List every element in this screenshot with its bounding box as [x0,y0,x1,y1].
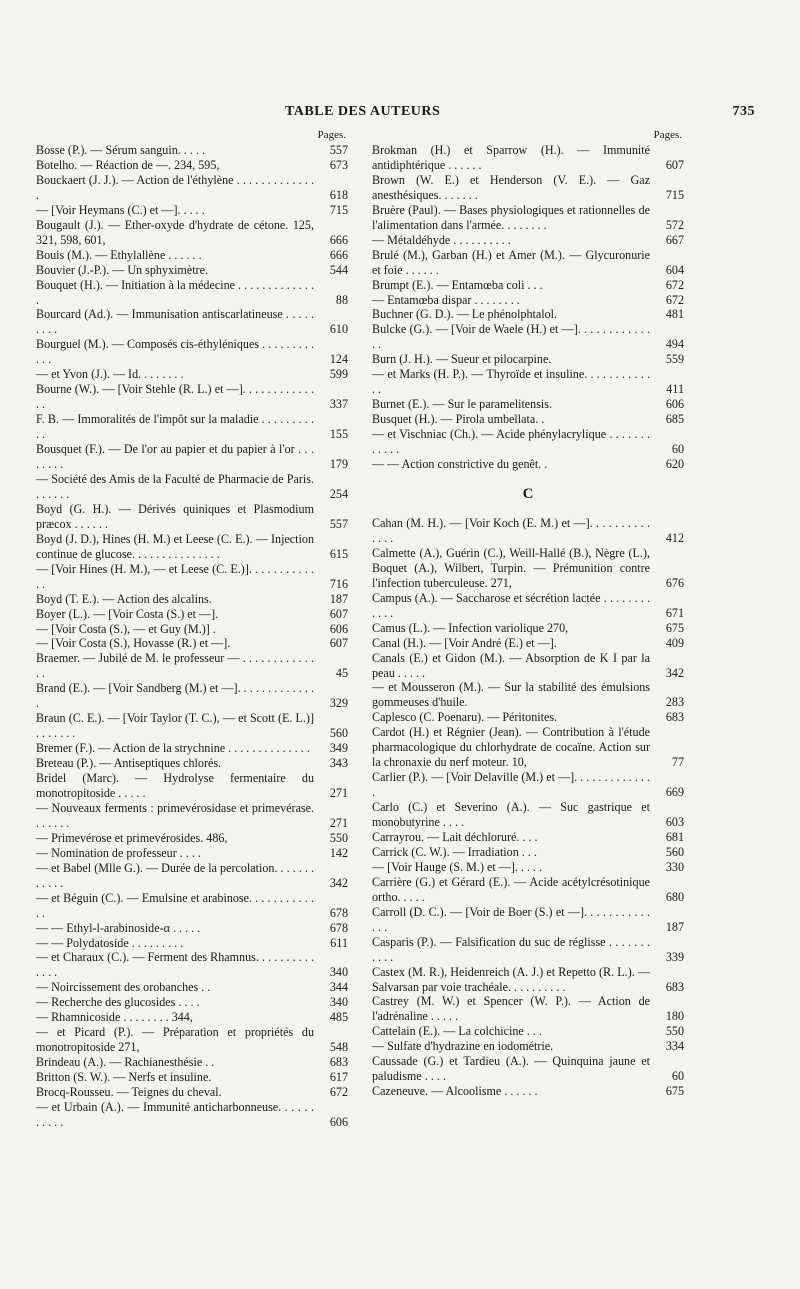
entry-page-number: 620 [665,457,684,472]
index-entry [372,412,684,427]
index-entry [372,994,684,1024]
entry-text: Casparis (P.). — Falsification du suc de réglisse . . . . . . . . . . . [372,934,650,964]
index-entry [372,203,684,233]
entry-text: Brulé (M.), Garban (H.) et Amer (M.). — Glycuronurie et foie . . . . . . [372,247,650,277]
entry-text: — et Vischniac (Ch.). — Acide phénylacrylique . . . . . . . . . . . . [372,427,650,457]
entry-page-number: 494 [665,337,684,352]
entry-page-number: 607 [329,636,348,651]
index-entry [36,532,348,562]
section-letter: C [522,485,534,502]
entry-page-number: 671 [665,605,684,620]
index-entry [36,502,348,532]
entry-page-number: 675 [665,620,684,635]
entry-page-number: 716 [329,576,348,591]
index-entry [36,1025,348,1055]
entry-page-number: 329 [329,696,348,711]
entry-page-number: 672 [329,1085,348,1100]
entry-page-number: 666 [329,232,348,247]
entry-page-number: 180 [665,1009,684,1024]
entry-text: — [Voir Hines (H. M.), — et Leese (C. E.)]. . . . . . . . . . . . . [36,561,314,591]
index-entry [372,800,684,830]
index-entry [36,756,348,771]
entry-page-number: 685 [665,412,684,427]
entry-text: — Entamœba dispar . . . . . . . . [372,292,520,307]
entry-page-number: 615 [329,546,348,561]
index-entry [36,592,348,607]
page-header [150,104,755,124]
entry-page-number: 485 [329,1010,348,1025]
index-entry [372,233,684,248]
index-entry [372,770,684,800]
index-entry [372,352,684,367]
entry-text: Brown (W. E.) et Henderson (V. E.). — Gaz anesthésiques. . . . . . . [372,172,650,202]
entry-page-number: 672 [665,292,684,307]
index-entry [372,322,684,352]
index-entry [372,1039,684,1054]
index-entry [36,771,348,801]
entry-text: Bougault (J.). — Ether-oxyde d'hydrate de cétone. 125, 321, 598, 601, [36,217,314,247]
entry-text: — Primevérose et primevérosides. 486, [36,830,228,845]
entry-text: Castrey (M. W.) et Spencer (W. P.). — Action de l'adrénaline . . . . . [372,994,650,1024]
entry-page-number: 611 [330,935,348,950]
entry-text: F. B. — Immoralités de l'impôt sur la maladie . . . . . . . . . . . [36,412,314,442]
index-entry [36,1085,348,1100]
page-number: 735 [732,104,755,119]
index-entry [372,651,684,681]
entry-text: Bouckaert (J. J.). — Action de l'éthylène . . . . . . . . . . . . . . [36,172,314,202]
index-entry [372,1024,684,1039]
index-entry [372,935,684,965]
index-entry [372,427,684,457]
running-title: TABLE DES AUTEURS [285,104,441,119]
entry-page-number: 340 [329,995,348,1010]
entry-text: Bouquet (H.). — Initiation à la médecine . . . . . . . . . . . . . . [36,277,314,307]
index-entry [36,831,348,846]
entry-page-number: 283 [665,695,684,710]
entry-text: — [Voir Costa (S.), Hovasse (R.) et —]. [36,636,231,651]
entry-text: — Métaldéhyde . . . . . . . . . . [372,232,511,247]
entry-page-number: 411 [666,382,684,397]
index-entry [36,307,348,337]
entry-text: Bremer (F.). — Action de la strychnine . . . . . . . . . . . . . . [36,741,310,756]
entry-text: Carroll (D. C.). — [Voir de Boer (S.) et —]. . . . . . . . . . . . . . [372,904,650,934]
index-entry [36,1055,348,1070]
entry-page-number: 606 [665,397,684,412]
index-entry [36,367,348,382]
entry-text: — et Mousseron (M.). — Sur la stabilité des émulsions gommeuses d'huile. [372,680,650,710]
entry-page-number: 179 [329,457,348,472]
index-entry [372,143,684,173]
entry-text: Camus (L.). — Infection variolique 270, [372,620,569,635]
index-entry [372,710,684,725]
entry-text: Bruère (Paul). — Bases physiologiques et rationnelles de l'alimentation dans l'armée. . . . . . . . [372,202,650,232]
entry-page-number: 124 [329,352,348,367]
entry-page-number: 676 [665,575,684,590]
entry-text: — — Ethyl-l-arabinoside-α . . . . . [36,920,201,935]
right-column [372,128,684,1099]
entry-text: — Recherche des glucosides . . . . [36,995,200,1010]
index-entry [36,173,348,203]
entry-page-number: 672 [665,277,684,292]
index-entry [36,1010,348,1025]
entry-text: — et Charaux (C.). — Ferment des Rhamnus. . . . . . . . . . . . . . [36,950,314,980]
entry-text: Cahan (M. H.). — [Voir Koch (E. M.) et —]. . . . . . . . . . . . . . [372,515,650,545]
entry-text: Canals (E.) et Gidon (M.). — Absorption de K I par la peau . . . . . [372,650,650,680]
entry-text: Bourne (W.). — [Voir Stehle (R. L.) et —]. . . . . . . . . . . . . . [36,382,314,412]
entry-page-number: 599 [329,367,348,382]
entry-text: Carrick (C. W.). — Irradiation . . . [372,844,537,859]
index-entry [372,516,684,546]
entry-text: Castex (M. R.), Heidenreich (A. J.) et Repetto (R. L.). — Salvarsan par voie trachéale. . . . . . . . . . [372,964,650,994]
entry-page-number: 606 [329,1114,348,1129]
entry-page-number: 60 [671,442,684,457]
entry-page-number: 683 [665,979,684,994]
entry-text: Busquet (H.). — Pirola umbellata. . [372,412,545,427]
index-entry [372,367,684,397]
entry-text: Bourcard (Ad.). — Immunisation antiscarlatineuse . . . . . . . . . [36,307,314,337]
entry-page-number: 681 [665,829,684,844]
index-entry [36,143,348,158]
entry-page-number: 683 [665,710,684,725]
index-entry [36,636,348,651]
entry-text: — Rhamnicoside . . . . . . . . 344, [36,1010,193,1025]
entry-page-number: 340 [329,965,348,980]
index-entry [372,278,684,293]
index-entry [36,846,348,861]
index-entry [36,278,348,308]
entry-text: Braun (C. E.). — [Voir Taylor (T. C.), — et Scott (E. L.)] . . . . . . . [36,711,314,741]
entry-page-number: 88 [335,292,348,307]
entry-page-number: 155 [329,427,348,442]
index-entry [372,397,684,412]
index-entry [36,891,348,921]
entry-page-number: 675 [665,1084,684,1099]
entry-text: Brocq-Rousseu. — Teignes du cheval. [36,1085,222,1100]
entry-text: — Noircissement des orobanches . . [36,980,211,995]
index-entry [372,905,684,935]
entry-text: Boyer (L.). — [Voir Costa (S.) et —]. [36,606,219,621]
entry-text: Brand (E.). — [Voir Sandberg (M.) et —]. . . . . . . . . . . . . . [36,681,314,711]
entry-page-number: 330 [665,859,684,874]
entry-text: Bourguel (M.). — Composés cis-éthyléniques . . . . . . . . . . . . [36,337,314,367]
index-entry [36,263,348,278]
index-entry [36,921,348,936]
entry-page-number: 349 [329,741,348,756]
entry-page-number: 603 [665,815,684,830]
entry-page-number: 77 [671,755,684,770]
entry-page-number: 337 [329,397,348,412]
index-entry [36,442,348,472]
entry-page-number: 715 [665,187,684,202]
index-entry [372,457,684,472]
entry-text: Cazeneuve. — Alcoolisme . . . . . . [372,1084,538,1099]
entry-text: — [Voir Heymans (C.) et —]. . . . . [36,202,205,217]
index-entry [36,801,348,831]
entry-page-number: 271 [329,785,348,800]
entry-page-number: 618 [329,187,348,202]
index-entry [36,562,348,592]
entry-text: — et Marks (H. P.). — Thyroïde et insuline. . . . . . . . . . . . . [372,367,650,397]
entry-page-number: 610 [329,322,348,337]
index-entry [372,293,684,308]
entry-text: Bouvier (J.-P.). — Un sphyximètre. [36,262,208,277]
entry-page-number: 412 [665,530,684,545]
index-entry [372,680,684,710]
index-entry [372,248,684,278]
entry-page-number: 560 [329,726,348,741]
entry-text: Calmette (A.), Guérin (C.), Weill-Hallé (B.), Nègre (L.), Boquet (A.), Wilbert, Turpin. — Prémunition contre l'infection tuberculeuse. 271, [372,545,650,590]
index-entry [36,861,348,891]
entry-text: Burn (J. H.). — Sueur et pilocarpine. [372,352,552,367]
entry-page-number: 187 [329,591,348,606]
entry-page-number: 559 [665,352,684,367]
entry-page-number: 544 [329,262,348,277]
entry-page-number: 60 [671,1069,684,1084]
index-entry [36,995,348,1010]
entry-text: Caussade (G.) et Tardieu (A.). — Quinquina jaune et paludisme . . . . [372,1054,650,1084]
index-entry [36,741,348,756]
entry-text: Brokman (H.) et Sparrow (H.). — Immunité antidiphtérique . . . . . . [372,143,650,172]
entry-page-number: 617 [329,1070,348,1085]
entry-text: Brumpt (E.). — Entamœba coli . . . [372,277,543,292]
index-entry [36,472,348,502]
entry-page-number: 271 [329,815,348,830]
entry-text: Canal (H.). — [Voir André (E.) et —]. [372,635,557,650]
entry-text: Carrayrou. — Lait déchloruré. . . . [372,829,538,844]
entry-text: Boyd (T. E.). — Action des alcalins. [36,591,212,606]
entry-text: — Nomination de professeur . . . . [36,845,201,860]
entry-page-number: 339 [665,949,684,964]
entry-page-number: 678 [329,920,348,935]
index-entry [36,218,348,248]
index-entry [372,546,684,591]
entry-page-number: 607 [665,157,684,172]
index-entry [36,337,348,367]
entry-text: Boyd (G. H.). — Dérivés quiniques et Plasmodium præcox . . . . . . [36,501,314,531]
index-entry [36,950,348,980]
entry-text: — — Polydatoside . . . . . . . . . [36,935,184,950]
entry-text: Bulcke (G.). — [Voir de Waele (H.) et —]. . . . . . . . . . . . . . [372,322,650,352]
entry-text: Bousquet (F.). — De l'or au papier et du papier à l'or . . . . . . . . [36,442,314,472]
entry-page-number: 409 [665,635,684,650]
right-column-c-entries [372,516,684,1099]
entry-text: Bouis (M.). — Ethylallène . . . . . . [36,247,202,262]
entry-page-number: 550 [329,830,348,845]
index-entry [36,382,348,412]
index-entry [36,248,348,263]
left-column [36,128,348,1130]
index-entry [372,307,684,322]
entry-text: Caplesco (C. Poenaru). — Péritonites. [372,710,558,725]
entry-page-number: 550 [665,1024,684,1039]
entry-page-number: 557 [329,143,348,157]
entry-text: — Société des Amis de la Faculté de Pharmacie de Paris. . . . . . . [36,471,314,501]
entry-text: Breteau (P.). — Antiseptiques chlorés. [36,756,222,771]
entry-text: — et Béguin (C.). — Emulsine et arabinose. . . . . . . . . . . . . [36,890,314,920]
entry-page-number: 683 [329,1055,348,1070]
entry-page-number: 343 [329,756,348,771]
entry-text: — et Urbain (A.). — Immunité anticharbonneuse. . . . . . . . . . . [36,1100,314,1129]
entry-page-number: 560 [665,844,684,859]
entry-page-number: 606 [329,621,348,636]
entry-text: Cardot (H.) et Régnier (Jean). — Contribution à l'étude pharmacologique du chlorhydrate de cocaïne. Action sur la chronaxie du nerf moteur. 10, [372,725,650,770]
entry-page-number: 344 [329,980,348,995]
entry-page-number: 680 [665,889,684,904]
entry-text: Botelho. — Réaction de —. 234, 595, [36,157,220,172]
entry-text: Carlo (C.) et Severino (A.). — Suc gastrique et monobutyrine . . . . [372,800,650,830]
entry-text: Brindeau (A.). — Rachianesthésie . . [36,1055,215,1070]
entry-text: Braemer. — Jubilé de M. le professeur — . . . . . . . . . . . . . . [36,651,314,681]
entry-text: Bosse (P.). — Sérum sanguin. . . . . [36,143,205,157]
index-entry [372,621,684,636]
index-entry [372,636,684,651]
entry-text: Boyd (J. D.), Hines (H. M.) et Leese (C. E.). — Injection continue de glucose. . . . . . . . . . . . . . . [36,531,314,561]
index-entry [372,965,684,995]
index-entry [372,725,684,770]
index-entry [36,622,348,637]
index-entry [36,651,348,681]
index-entry [372,830,684,845]
entry-page-number: 342 [665,665,684,680]
index-entry [36,681,348,711]
entry-page-number: 666 [329,247,348,262]
index-entry [372,1054,684,1084]
entry-page-number: 669 [665,785,684,800]
index-entry [36,158,348,173]
index-entry [372,860,684,875]
index-entry [372,845,684,860]
index-entry [36,1070,348,1085]
entry-page-number: 678 [329,905,348,920]
entry-text: Britton (S. W.). — Nerfs et insuline. [36,1070,212,1085]
index-entry [372,173,684,203]
entry-text: Cattelain (E.). — La colchicine . . . [372,1024,542,1039]
entry-page-number: 673 [329,157,348,172]
entry-text: — — Action constrictive du genêt. . [372,457,548,472]
entry-text: Buchner (G. D.). — Le phénolphtalol. [372,307,558,322]
entry-text: — Sulfate d'hydrazine en iodométrie. [372,1039,554,1054]
entry-text: — [Voir Costa (S.), — et Guy (M.)] . [36,621,216,636]
entry-page-number: 667 [665,232,684,247]
pages-column-label: Pages. [653,129,682,141]
entry-text: — et Yvon (J.). — Id. . . . . . . . [36,367,184,382]
entry-text: Bridel (Marc). — Hydrolyse fermentaire du monotropitoside . . . . . [36,771,314,800]
index-entry [36,936,348,951]
entry-page-number: 604 [665,262,684,277]
entry-text: Campus (A.). — Saccharose et sécrétion lactée . . . . . . . . . . . . [372,590,650,620]
entry-text: Carlier (P.). — [Voir Delaville (M.) et —]. . . . . . . . . . . . . . [372,770,650,800]
entry-page-number: 254 [329,486,348,501]
entry-page-number: 481 [665,307,684,322]
entry-text: — et Babel (Mlle G.). — Durée de la percolation. . . . . . . . . . . . [36,860,314,890]
entry-text: — [Voir Hauge (S. M.) et —]. . . . . [372,859,543,874]
entry-page-number: 187 [665,919,684,934]
entry-page-number: 548 [329,1040,348,1055]
entry-page-number: 334 [665,1039,684,1054]
entry-page-number: 572 [665,217,684,232]
entry-page-number: 45 [335,666,348,681]
entry-page-number: 142 [329,845,348,860]
index-entry [36,1100,348,1130]
entry-text: — Nouveaux ferments : primevérosidase et primevérase. . . . . . . [36,800,314,830]
index-entry [36,980,348,995]
right-column-b-entries [372,143,684,472]
index-entry [372,1084,684,1099]
entry-page-number: 342 [329,875,348,890]
index-entry [372,591,684,621]
index-entry [36,607,348,622]
entry-text: Carrière (G.) et Gérard (E.). — Acide acétylcrésotinique ortho. . . . . [372,874,650,904]
entry-text: — et Picard (P.). — Préparation et propriétés du monotropitoside 271, [36,1025,314,1055]
entry-page-number: 557 [329,516,348,531]
pages-column-label: Pages. [317,129,346,141]
index-entry [36,711,348,741]
entry-page-number: 715 [329,202,348,217]
entry-text: Burnet (E.). — Sur le paramelitensis. [372,397,553,412]
index-entry [36,412,348,442]
index-entry [36,203,348,218]
entry-page-number: 607 [329,606,348,621]
index-entry [372,875,684,905]
